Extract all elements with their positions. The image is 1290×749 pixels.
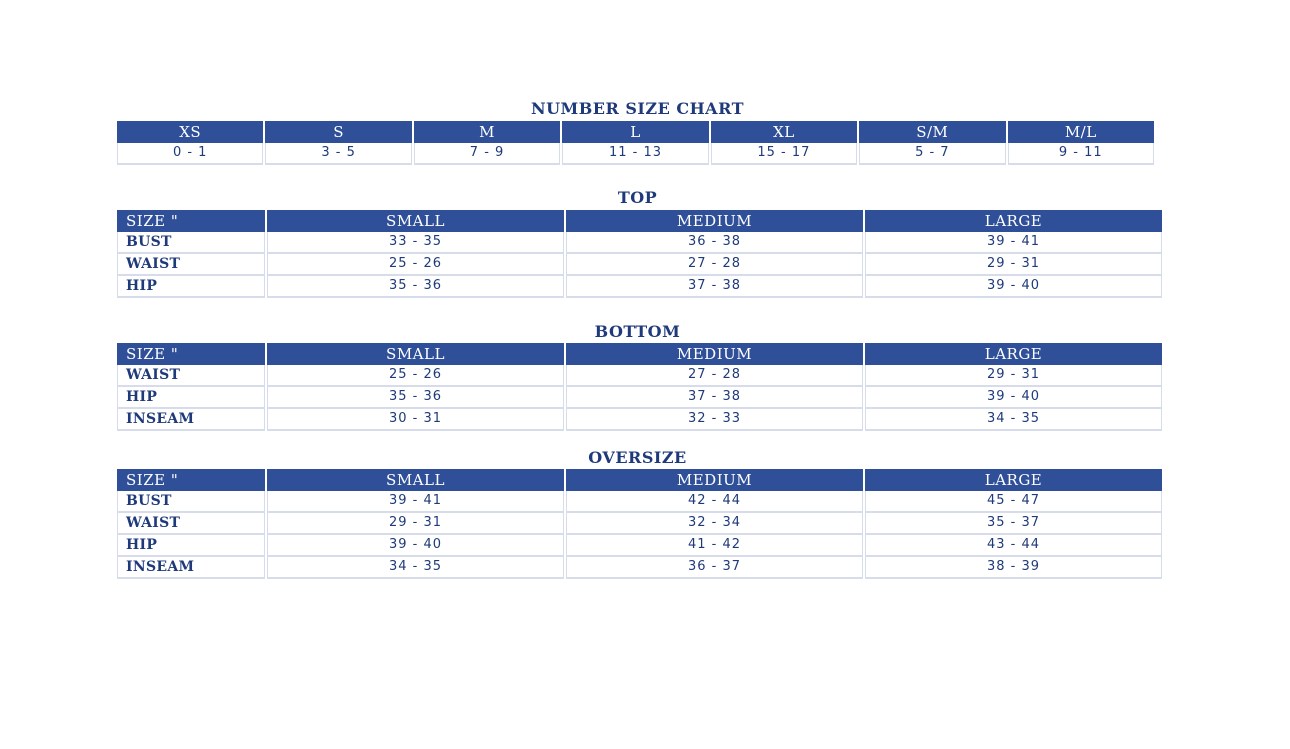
cell-small: 35 - 36 — [267, 276, 564, 298]
row-label: HIP — [117, 387, 265, 409]
table-header-row — [117, 121, 1154, 143]
row-label: BUST — [117, 491, 265, 513]
number-size-chart-title: NUMBER SIZE CHART — [530, 99, 745, 118]
cell-medium: 36 - 38 — [566, 232, 863, 254]
oversize-section-title: OVERSIZE — [588, 448, 687, 467]
size-value-l: 11 - 13 — [562, 143, 708, 165]
size-header-sm: S/M — [859, 121, 1005, 143]
table-row — [117, 365, 1162, 387]
cell-large: 38 - 39 — [865, 557, 1162, 579]
table-row — [117, 387, 1162, 409]
row-label: BUST — [117, 232, 265, 254]
size-value-s: 3 - 5 — [265, 143, 411, 165]
large-column-header: LARGE — [865, 210, 1162, 232]
table-header-row — [117, 210, 1162, 232]
size-header-l: L — [562, 121, 708, 143]
size-column-header: SIZE " — [117, 210, 265, 232]
row-label: WAIST — [117, 365, 265, 387]
cell-large: 35 - 37 — [865, 513, 1162, 535]
table-row — [117, 513, 1162, 535]
size-value-sm: 5 - 7 — [859, 143, 1005, 165]
cell-small: 39 - 40 — [267, 535, 564, 557]
cell-small: 25 - 26 — [267, 365, 564, 387]
row-label: INSEAM — [117, 409, 265, 431]
cell-large: 29 - 31 — [865, 254, 1162, 276]
large-column-header: LARGE — [865, 469, 1162, 491]
cell-large: 29 - 31 — [865, 365, 1162, 387]
medium-column-header: MEDIUM — [566, 210, 863, 232]
size-value-xs: 0 - 1 — [117, 143, 263, 165]
row-label: WAIST — [117, 513, 265, 535]
size-header-ml: M/L — [1008, 121, 1154, 143]
table-header-row — [117, 343, 1162, 365]
size-header-xl: XL — [711, 121, 857, 143]
number-size-table — [115, 121, 1156, 165]
cell-medium: 42 - 44 — [566, 491, 863, 513]
large-column-header: LARGE — [865, 343, 1162, 365]
cell-small: 35 - 36 — [267, 387, 564, 409]
cell-large: 45 - 47 — [865, 491, 1162, 513]
table-row — [117, 557, 1162, 579]
cell-small: 25 - 26 — [267, 254, 564, 276]
table-row — [117, 254, 1162, 276]
cell-large: 43 - 44 — [865, 535, 1162, 557]
small-column-header: SMALL — [267, 210, 564, 232]
size-column-header: SIZE " — [117, 343, 265, 365]
table-row — [117, 491, 1162, 513]
top-section-title: TOP — [617, 188, 658, 207]
size-header-m: M — [414, 121, 560, 143]
table-header-row — [117, 469, 1162, 491]
oversize-size-table — [115, 469, 1164, 579]
size-header-xs: XS — [117, 121, 263, 143]
cell-small: 30 - 31 — [267, 409, 564, 431]
bottom-size-table — [115, 343, 1164, 431]
size-value-xl: 15 - 17 — [711, 143, 857, 165]
table-row — [117, 276, 1162, 298]
size-header-s: S — [265, 121, 411, 143]
cell-medium: 37 - 38 — [566, 387, 863, 409]
table-row — [117, 232, 1162, 254]
table-row — [117, 143, 1154, 165]
cell-medium: 37 - 38 — [566, 276, 863, 298]
table-row — [117, 409, 1162, 431]
cell-small: 34 - 35 — [267, 557, 564, 579]
cell-medium: 41 - 42 — [566, 535, 863, 557]
row-label: INSEAM — [117, 557, 265, 579]
cell-medium: 32 - 34 — [566, 513, 863, 535]
cell-large: 39 - 40 — [865, 276, 1162, 298]
small-column-header: SMALL — [267, 343, 564, 365]
row-label: WAIST — [117, 254, 265, 276]
cell-medium: 27 - 28 — [566, 365, 863, 387]
cell-small: 29 - 31 — [267, 513, 564, 535]
cell-medium: 36 - 37 — [566, 557, 863, 579]
cell-large: 34 - 35 — [865, 409, 1162, 431]
row-label: HIP — [117, 276, 265, 298]
table-row — [117, 535, 1162, 557]
small-column-header: SMALL — [267, 469, 564, 491]
cell-medium: 32 - 33 — [566, 409, 863, 431]
cell-large: 39 - 41 — [865, 232, 1162, 254]
size-value-m: 7 - 9 — [414, 143, 560, 165]
medium-column-header: MEDIUM — [566, 343, 863, 365]
size-column-header: SIZE " — [117, 469, 265, 491]
cell-large: 39 - 40 — [865, 387, 1162, 409]
bottom-section-title: BOTTOM — [594, 322, 681, 341]
medium-column-header: MEDIUM — [566, 469, 863, 491]
size-value-ml: 9 - 11 — [1008, 143, 1154, 165]
cell-small: 39 - 41 — [267, 491, 564, 513]
cell-small: 33 - 35 — [267, 232, 564, 254]
cell-medium: 27 - 28 — [566, 254, 863, 276]
row-label: HIP — [117, 535, 265, 557]
top-size-table — [115, 210, 1164, 298]
